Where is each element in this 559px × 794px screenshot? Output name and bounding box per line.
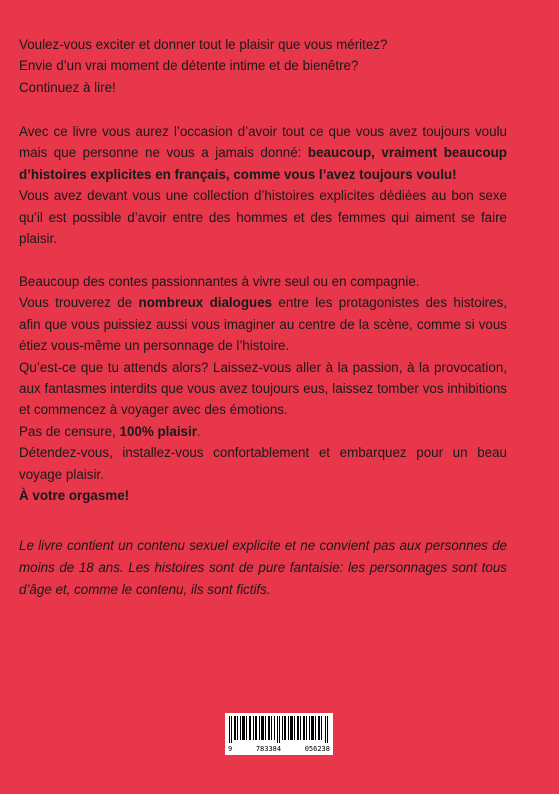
details-highlight: nombreux dialogues bbox=[138, 295, 273, 311]
description-sentence bbox=[19, 121, 507, 185]
barcode-bars bbox=[229, 716, 329, 743]
disclaimer-text: Le livre contient un contenu sexuel explicite et ne convient pas aux personnes de moins de 18 ans. Les histoires sont de pure fantaisie: les personnages sont tous d’âge et, comme le contenu, ils sont fictifs. bbox=[19, 538, 507, 597]
intro-paragraph bbox=[19, 34, 507, 98]
barcode-digit-group: 783384 bbox=[255, 745, 282, 753]
intro-line: Envie d’un vrai moment de détente intime et de bienêtre? bbox=[19, 58, 359, 74]
details-line: Qu’est-ce que tu attends alors? Laissez-vous aller à la passion, à la provocation, aux fantasmes interdits que vous avez toujours eus, laissez tomber vos inhibitions et commencez à voyager avec des émotions. bbox=[19, 359, 507, 418]
isbn-barcode bbox=[225, 713, 333, 755]
description-highlight: beaucoup, vraiment beaucoup d’histoires explicites en français, comme vous l’avez toujours voulu! bbox=[19, 145, 507, 182]
barcode-digit-prefix: 9 bbox=[228, 745, 233, 753]
details-text: Pas de censure, bbox=[19, 423, 120, 439]
details-line: Détendez-vous, installez-vous confortablement et embarquez pour un beau voyage plaisir. bbox=[19, 445, 507, 482]
details-text: entre les protagonistes des histoires, afin que vous puissiez aussi vous imaginer au centre de la scène, comme si vous étiez vous-même un personnage de l’histoire. bbox=[19, 295, 508, 354]
closing-line: À votre orgasme! bbox=[19, 488, 130, 504]
intro-line: Voulez-vous exciter et donner tout le plaisir que vous méritez? bbox=[19, 37, 388, 52]
details-line bbox=[19, 292, 507, 356]
details-text: . bbox=[196, 423, 201, 439]
details-line: Beaucoup des contes passionnantes à vivre seul ou en compagnie. bbox=[19, 274, 420, 289]
intro-line: Continuez à lire! bbox=[19, 79, 116, 95]
barcode-digit-group: 056238 bbox=[304, 745, 330, 753]
details-paragraph bbox=[19, 271, 507, 506]
description-text: Avec ce livre vous aurez l’occasion d’avoir tout ce que vous avez toujours voulu mais que personne ne vous a jamais donné: bbox=[19, 124, 507, 161]
barcode-number bbox=[228, 745, 330, 753]
description-paragraph bbox=[19, 121, 507, 249]
details-text: Vous trouverez de bbox=[19, 295, 139, 311]
details-line bbox=[19, 421, 507, 442]
description-sentence: Vous avez devant vous une collection d’histoires explicites dédiées au bon sexe qu’il est possible d’avoir entre des hommes et des femmes qui aiment se faire plaisir. bbox=[19, 188, 507, 247]
details-highlight: 100% plaisir bbox=[119, 423, 197, 439]
